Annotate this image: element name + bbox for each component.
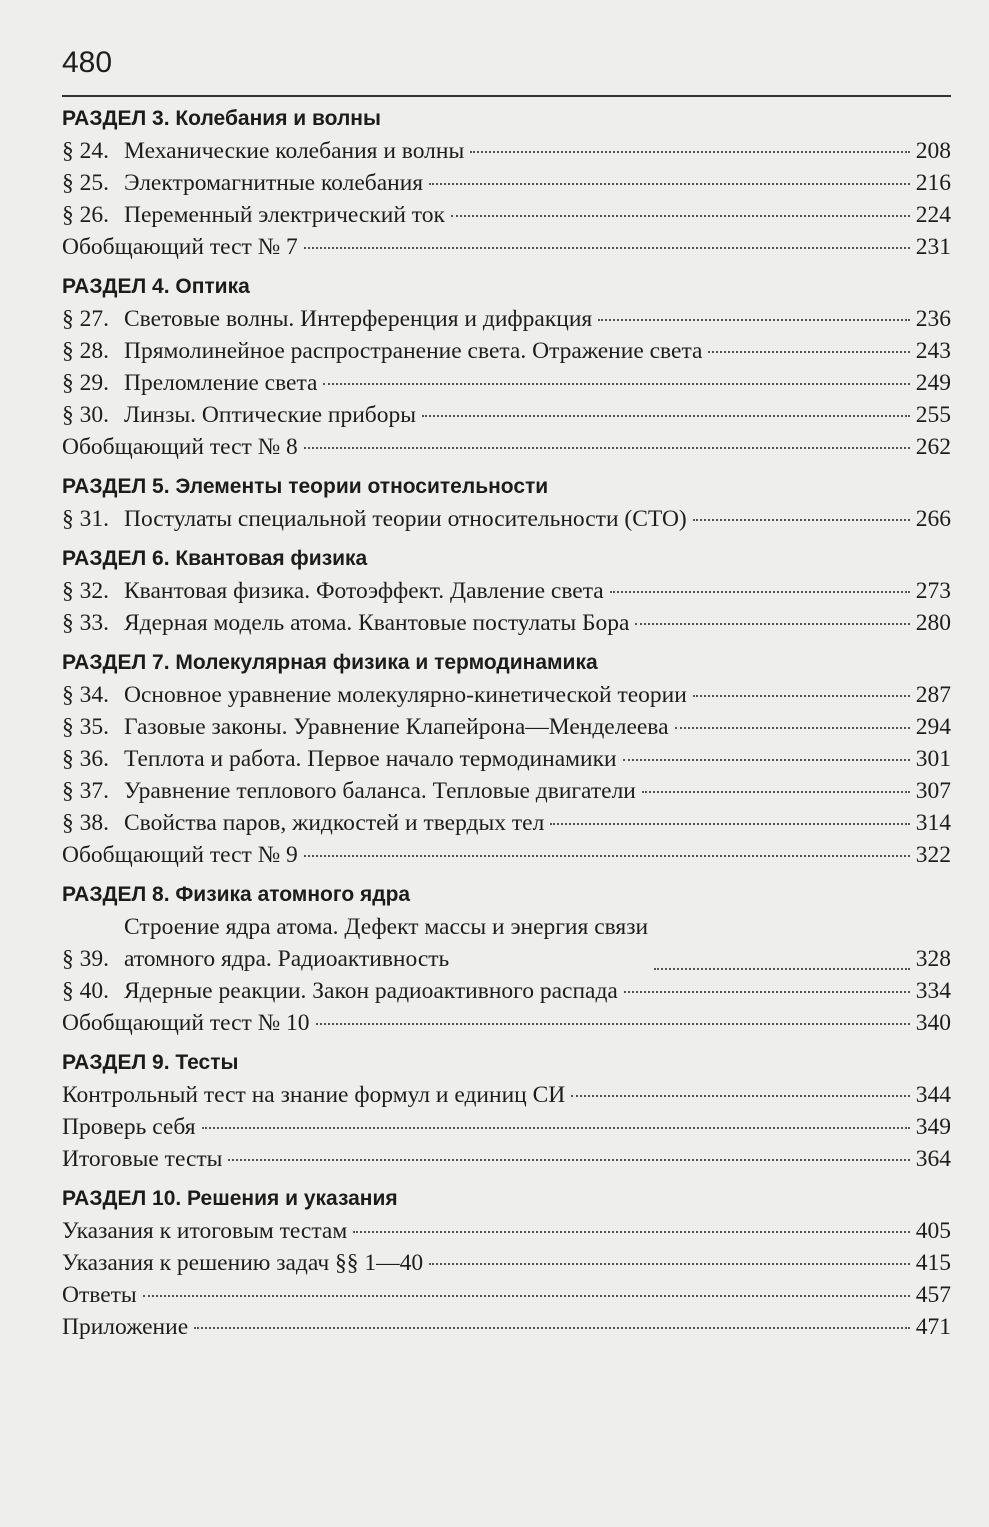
dot-leader	[635, 623, 909, 625]
dot-leader	[202, 1127, 910, 1129]
section-heading: РАЗДЕЛ 8. Физика атомного ядра	[62, 883, 411, 906]
page-reference: 273	[915, 578, 951, 604]
entry-title: Приложение	[62, 1314, 189, 1340]
page-reference: 364	[915, 1146, 951, 1172]
section-heading: РАЗДЕЛ 6. Квантовая физика	[62, 547, 368, 570]
entry-title: Указания к решению задач §§ 1—40	[62, 1250, 424, 1276]
toc-entry	[62, 335, 951, 367]
toc-entry	[62, 911, 951, 975]
entry-title: Преломление света	[124, 370, 318, 396]
page-reference: 255	[915, 402, 951, 428]
section-heading: РАЗДЕЛ 7. Молекулярная физика и термодинамика	[62, 651, 598, 674]
toc-section	[62, 103, 951, 263]
toc-section	[62, 543, 951, 639]
toc-entry	[62, 839, 951, 871]
toc-entry	[62, 167, 951, 199]
toc-entry	[62, 503, 951, 535]
toc-entry	[62, 1311, 951, 1343]
page-reference: 334	[915, 978, 951, 1004]
paragraph-number: § 40.	[62, 978, 109, 1004]
paragraph-number: § 28.	[62, 338, 109, 364]
paragraph-number: § 31.	[62, 506, 109, 532]
dot-leader	[323, 383, 909, 385]
paragraph-number: § 26.	[62, 202, 109, 228]
toc-entry	[62, 135, 951, 167]
page-reference: 307	[915, 778, 951, 804]
dot-leader	[654, 968, 910, 970]
dot-leader	[304, 855, 910, 857]
dot-leader	[304, 247, 910, 249]
section-heading: РАЗДЕЛ 4. Оптика	[62, 275, 250, 298]
page-reference: 405	[915, 1218, 951, 1244]
toc-entry	[62, 575, 951, 607]
toc-entry	[62, 607, 951, 639]
entry-title: Механические колебания и волны	[124, 138, 465, 164]
dot-leader	[470, 151, 909, 153]
toc-entry	[62, 1079, 951, 1111]
dot-leader	[675, 727, 910, 729]
entry-title: Прямолинейное распространение света. Отражение света	[124, 338, 703, 364]
toc-entry	[62, 743, 951, 775]
paragraph-number: § 37.	[62, 778, 109, 804]
dot-leader	[598, 319, 910, 321]
dot-leader	[451, 215, 910, 217]
paragraph-number: § 24.	[62, 138, 109, 164]
entry-title: Контрольный тест на знание формул и единиц СИ	[62, 1082, 566, 1108]
page-reference: 471	[915, 1314, 951, 1340]
entry-title: Электромагнитные колебания	[124, 170, 424, 196]
dot-leader	[623, 759, 910, 761]
section-heading: РАЗДЕЛ 5. Элементы теории относительности	[62, 475, 549, 498]
dot-leader	[708, 351, 909, 353]
dot-leader	[228, 1159, 909, 1161]
page-reference: 328	[915, 946, 951, 972]
paragraph-number: § 30.	[62, 402, 109, 428]
toc-entry	[62, 303, 951, 335]
page-reference: 208	[915, 138, 951, 164]
entry-title: Свойства паров, жидкостей и твердых тел	[124, 810, 545, 836]
dot-leader	[693, 695, 910, 697]
page-reference: 294	[915, 714, 951, 740]
page-reference: 236	[915, 306, 951, 332]
toc-section	[62, 471, 951, 535]
entry-title-block	[124, 911, 648, 975]
paragraph-number: § 25.	[62, 170, 109, 196]
dot-leader	[429, 183, 910, 185]
page-reference: 349	[915, 1114, 951, 1140]
entry-title: Теплота и работа. Первое начало термодинамики	[124, 746, 617, 772]
header-rule	[62, 95, 951, 97]
page-reference: 340	[915, 1010, 951, 1036]
entry-title: Обобщающий тест № 9	[62, 842, 298, 868]
toc-entry	[62, 1007, 951, 1039]
paragraph-number: § 39.	[62, 946, 109, 972]
entry-title: Строение ядра атома. Дефект массы и энергия связи	[124, 914, 649, 940]
page-reference: 287	[915, 682, 951, 708]
table-of-contents	[62, 103, 951, 1351]
page-reference: 457	[915, 1282, 951, 1308]
toc-entry	[62, 367, 951, 399]
paragraph-number: § 33.	[62, 610, 109, 636]
page-reference: 231	[915, 234, 951, 260]
entry-title: Итоговые тесты	[62, 1146, 223, 1172]
entry-title: Постулаты специальной теории относительности (СТО)	[124, 506, 687, 532]
dot-leader	[642, 791, 910, 793]
toc-entry	[62, 231, 951, 263]
dot-leader	[194, 1327, 910, 1329]
paragraph-number: § 36.	[62, 746, 109, 772]
toc-entry	[62, 775, 951, 807]
dot-leader	[571, 1095, 910, 1097]
entry-title: Основное уравнение молекулярно-кинетической теории	[124, 682, 687, 708]
dot-leader	[429, 1263, 910, 1265]
toc-section	[62, 1183, 951, 1343]
paragraph-number: § 34.	[62, 682, 109, 708]
toc-entry	[62, 1279, 951, 1311]
toc-entry	[62, 1215, 951, 1247]
toc-section	[62, 647, 951, 871]
entry-title: Ядерные реакции. Закон радиоактивного распада	[124, 978, 618, 1004]
toc-section	[62, 879, 951, 1039]
toc-entry	[62, 1111, 951, 1143]
page-reference: 262	[915, 434, 951, 460]
entry-title: Газовые законы. Уравнение Клапейрона—Менделеева	[124, 714, 669, 740]
page-reference: 322	[915, 842, 951, 868]
toc-entry	[62, 199, 951, 231]
section-heading: РАЗДЕЛ 3. Колебания и волны	[62, 107, 381, 130]
entry-title: Обобщающий тест № 7	[62, 234, 298, 260]
toc-section	[62, 271, 951, 463]
dot-leader	[610, 591, 910, 593]
entry-title-continued: атомного ядра. Радиоактивность	[124, 946, 450, 972]
toc-entry	[62, 399, 951, 431]
paragraph-number: § 35.	[62, 714, 109, 740]
dot-leader	[550, 823, 909, 825]
entry-title: Уравнение теплового баланса. Тепловые двигатели	[124, 778, 636, 804]
page-reference: 243	[915, 338, 951, 364]
entry-title: Ядерная модель атома. Квантовые постулаты Бора	[124, 610, 630, 636]
section-heading: РАЗДЕЛ 10. Решения и указания	[62, 1187, 398, 1210]
dot-leader	[316, 1023, 910, 1025]
toc-entry	[62, 1247, 951, 1279]
entry-title: Проверь себя	[62, 1114, 196, 1140]
page-reference: 216	[915, 170, 951, 196]
toc-section	[62, 1047, 951, 1175]
toc-entry	[62, 679, 951, 711]
dot-leader	[624, 991, 910, 993]
dot-leader	[353, 1231, 910, 1233]
entry-title: Ответы	[62, 1282, 137, 1308]
paragraph-number: § 27.	[62, 306, 109, 332]
paragraph-number: § 32.	[62, 578, 109, 604]
entry-title: Указания к итоговым тестам	[62, 1218, 348, 1244]
page-reference: 415	[915, 1250, 951, 1276]
entry-title: Обобщающий тест № 10	[62, 1010, 310, 1036]
entry-title: Световые волны. Интерференция и дифракция	[124, 306, 593, 332]
section-heading: РАЗДЕЛ 9. Тесты	[62, 1051, 239, 1074]
toc-entry	[62, 431, 951, 463]
toc-entry	[62, 807, 951, 839]
entry-title: Переменный электрический ток	[124, 202, 445, 228]
page-reference: 266	[915, 506, 951, 532]
entry-title: Линзы. Оптические приборы	[124, 402, 417, 428]
page-number: 480	[62, 46, 113, 79]
dot-leader	[693, 519, 910, 521]
entry-title: Квантовая физика. Фотоэффект. Давление света	[124, 578, 604, 604]
toc-entry	[62, 711, 951, 743]
page-reference: 344	[915, 1082, 951, 1108]
dot-leader	[304, 447, 910, 449]
page-reference: 314	[915, 810, 951, 836]
paragraph-number: § 29.	[62, 370, 109, 396]
dot-leader	[143, 1295, 910, 1297]
toc-entry	[62, 975, 951, 1007]
toc-entry	[62, 1143, 951, 1175]
page-reference: 224	[915, 202, 951, 228]
dot-leader	[422, 415, 910, 417]
page-reference: 280	[915, 610, 951, 636]
entry-title: Обобщающий тест № 8	[62, 434, 298, 460]
paragraph-number: § 38.	[62, 810, 109, 836]
page-reference: 249	[915, 370, 951, 396]
page-reference: 301	[915, 746, 951, 772]
